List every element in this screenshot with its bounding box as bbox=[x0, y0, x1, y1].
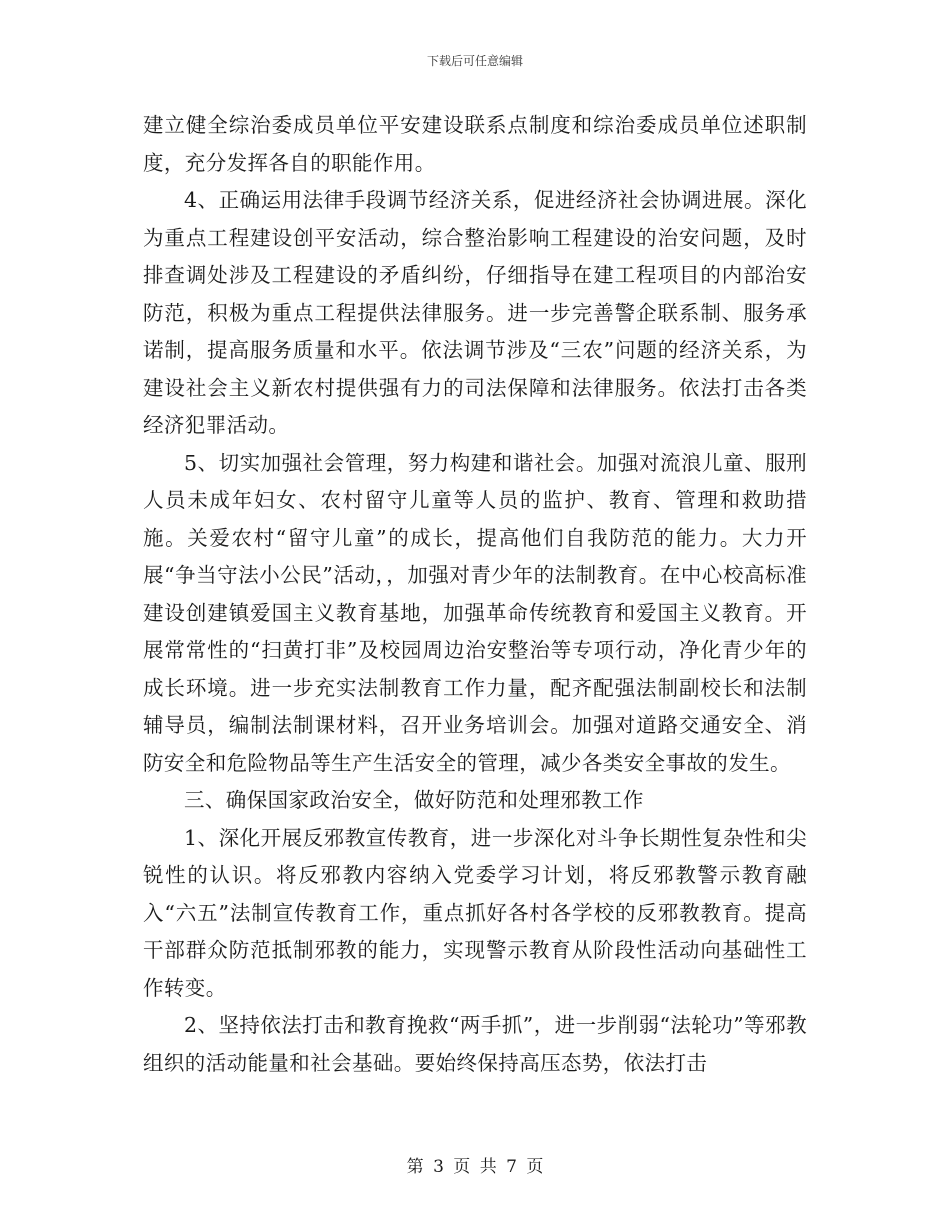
paragraph-item-2: 2、坚持依法打击和教育挽救“两手抓”，进一步削弱“法轮功”等邪教组织的活动能量和社会基础。要始终保持高压态势，依法打击 bbox=[143, 1013, 807, 1075]
page-number-footer: 第 3 页 共 7 页 bbox=[406, 1157, 544, 1177]
paragraph-item-5: 5、切实加强社会管理，努力构建和谐社会。加强对流浪儿童、服刑人员未成年妇女、农村留守儿童等人员的监护、教育、管理和救助措施。关爱农村“留守儿童”的成长，提高他们自我防范的能力。大力开展“争当守法小公民”活动，，加强对青少年的法制教育。在中心校高标准建设创建镇爱国主义教育基地，加强革命传统教育和爱国主义教育。开展常常性的“扫黄打非”及校园周边治安整治等专项行动，净化青少年的成长环境。进一步充实法制教育工作力量，配齐配强法制副校长和法制辅导员，编制法制课材料，召开业务培训会。加强对道路交通安全、消防安全和危险物品等生产生活安全的管理，减少各类安全事故的发生。 bbox=[143, 450, 807, 775]
paragraph-item-1: 1、深化开展反邪教宣传教育，进一步深化对斗争长期性复杂性和尖锐性的认识。将反邪教内容纳入党委学习计划，将反邪教警示教育融入“六五”法制宣传教育工作，重点抓好各村各学校的反邪教教育。提高干部群众防范抵制邪教的能力，实现警示教育从阶段性活动向基础性工作转变。 bbox=[143, 825, 807, 1000]
document-body bbox=[143, 107, 807, 1082]
paragraph-continued: 建立健全综治委成员单位平安建设联系点制度和综治委成员单位述职制度，充分发挥各自的职能作用。 bbox=[143, 113, 807, 175]
section-heading: 三、确保国家政治安全，做好防范和处理邪教工作 bbox=[184, 788, 644, 812]
paragraph-item-4: 4、正确运用法律手段调节经济关系，促进经济社会协调进展。深化为重点工程建设创平安活动，综合整治影响工程建设的治安问题，及时排查调处涉及工程建设的矛盾纠纷，仔细指导在建工程项目的内部治安防范，积极为重点工程提供法律服务。进一步完善警企联系制、服务承诺制，提高服务质量和水平。依法调节涉及“三农”问题的经济关系，为建设社会主义新农村提供强有力的司法保障和法律服务。依法打击各类经济犯罪活动。 bbox=[143, 188, 807, 437]
page-header: 下载后可任意编辑 bbox=[426, 54, 523, 68]
